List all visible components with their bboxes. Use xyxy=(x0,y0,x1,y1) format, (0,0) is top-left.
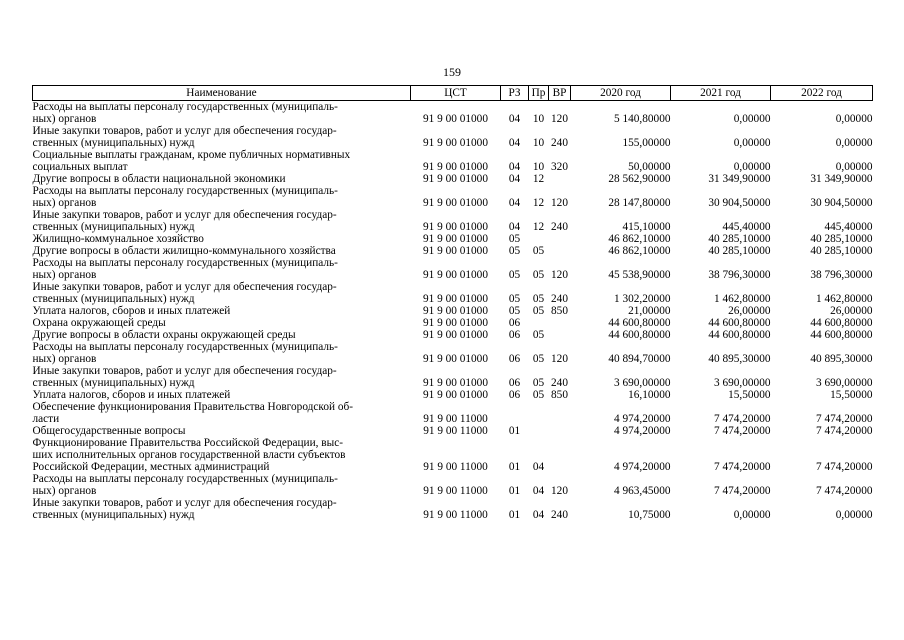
cell-name: Уплата налогов, сборов и иных платежей xyxy=(32,305,231,317)
cell-vr xyxy=(549,233,571,245)
table-row xyxy=(33,341,873,365)
header-2020: 2020 год xyxy=(571,86,671,101)
cell-pr: 05 xyxy=(532,269,545,281)
cell-2020: 21,00000 xyxy=(628,305,671,317)
cell-2021: 40 285,10000 xyxy=(708,233,771,245)
table-row xyxy=(33,401,873,425)
cell-name: Иные закупки товаров, работ и услуг для обеспечения государ- ственных (муниципальных) нужд xyxy=(32,365,337,389)
table-row xyxy=(33,473,873,497)
cell-2020: 46 862,10000 xyxy=(608,233,671,245)
cell-name: Другие вопросы в области жилищно-коммунального хозяйства xyxy=(32,245,336,257)
cell-2020: 40 894,70000 xyxy=(608,353,671,365)
cell-rz: 04 xyxy=(508,173,521,185)
cell-cst: 91 9 00 01000 xyxy=(423,329,488,341)
cell-rz: 06 xyxy=(508,353,521,365)
cell-2022: 15,50000 xyxy=(830,389,873,401)
table-row xyxy=(33,101,873,126)
cell-cst: 91 9 00 01000 xyxy=(423,113,488,125)
cell-name: Иные закупки товаров, работ и услуг для обеспечения государ- ственных (муниципальных) нужд xyxy=(32,281,337,305)
table-row xyxy=(33,437,873,473)
cell-vr: 850 xyxy=(551,305,568,317)
cell-2021: 0,00000 xyxy=(733,137,771,149)
cell-name: Расходы на выплаты персоналу государственных (муниципаль- ных) органов xyxy=(32,473,338,497)
cell-cst: 91 9 00 01000 xyxy=(423,269,488,281)
cell-pr: 05 xyxy=(532,293,545,305)
cell-vr: 240 xyxy=(551,293,568,305)
cell-pr: 05 xyxy=(532,305,545,317)
table-row xyxy=(33,173,873,185)
cell-2021: 30 904,50000 xyxy=(708,197,771,209)
cell-2022: 0,00000 xyxy=(835,113,873,125)
cell-2022: 30 904,50000 xyxy=(810,197,873,209)
header-2021: 2021 год xyxy=(671,86,771,101)
cell-vr xyxy=(549,317,571,329)
cell-pr: 05 xyxy=(532,329,545,341)
cell-2022: 7 474,20000 xyxy=(816,413,873,425)
cell-2020: 45 538,90000 xyxy=(608,269,671,281)
cell-name: Жилищно-коммунальное хозяйство xyxy=(32,233,204,245)
cell-rz: 06 xyxy=(508,317,521,329)
cell-rz: 05 xyxy=(508,293,521,305)
cell-2021: 0,00000 xyxy=(733,509,771,521)
cell-2022: 40 895,30000 xyxy=(810,353,873,365)
cell-cst: 91 9 00 11000 xyxy=(423,461,488,473)
cell-pr: 12 xyxy=(532,197,545,209)
cell-rz: 01 xyxy=(508,461,521,473)
cell-name: Расходы на выплаты персоналу государственных (муниципаль- ных) органов xyxy=(32,257,338,281)
cell-rz: 04 xyxy=(508,221,521,233)
table-row xyxy=(33,149,873,173)
cell-2022: 31 349,90000 xyxy=(810,173,873,185)
table-row xyxy=(33,389,873,401)
cell-2021: 44 600,80000 xyxy=(708,317,771,329)
cell-cst: 91 9 00 01000 xyxy=(423,353,488,365)
cell-2021: 15,50000 xyxy=(728,389,771,401)
cell-name: Другие вопросы в области охраны окружающей среды xyxy=(32,329,296,341)
cell-pr: 10 xyxy=(532,137,545,149)
cell-2022: 0,00000 xyxy=(835,161,873,173)
cell-name: Расходы на выплаты персоналу государственных (муниципаль- ных) органов xyxy=(32,101,338,125)
cell-pr: 04 xyxy=(532,461,545,473)
cell-cst: 91 9 00 11000 xyxy=(423,509,488,521)
cell-cst: 91 9 00 01000 xyxy=(423,305,488,317)
cell-name: Иные закупки товаров, работ и услуг для обеспечения государ- ственных (муниципальных) нужд xyxy=(32,125,337,149)
cell-2022: 0,00000 xyxy=(835,137,873,149)
cell-pr: 05 xyxy=(532,389,545,401)
cell-rz: 06 xyxy=(508,377,521,389)
cell-2022: 44 600,80000 xyxy=(810,329,873,341)
table-row xyxy=(33,305,873,317)
cell-pr: 05 xyxy=(532,245,545,257)
table-row xyxy=(33,365,873,389)
cell-2021: 31 349,90000 xyxy=(708,173,771,185)
cell-2020: 3 690,00000 xyxy=(614,377,671,389)
cell-2021: 40 285,10000 xyxy=(708,245,771,257)
cell-2022: 44 600,80000 xyxy=(810,317,873,329)
header-cst: ЦСТ xyxy=(411,86,501,101)
cell-rz: 04 xyxy=(508,113,521,125)
cell-2020: 16,10000 xyxy=(628,389,671,401)
cell-rz: 04 xyxy=(508,161,521,173)
cell-2022: 40 285,10000 xyxy=(810,233,873,245)
cell-2021: 7 474,20000 xyxy=(714,425,771,437)
table-row xyxy=(33,497,873,521)
cell-rz: 05 xyxy=(508,245,521,257)
cell-name: Охрана окружающей среды xyxy=(32,317,166,329)
cell-2021: 26,00000 xyxy=(728,305,771,317)
cell-2020: 4 974,20000 xyxy=(614,413,671,425)
cell-cst: 91 9 00 01000 xyxy=(423,173,488,185)
cell-vr xyxy=(549,245,571,257)
cell-rz: 06 xyxy=(508,329,521,341)
page-number: 159 xyxy=(443,65,461,79)
table-header-row xyxy=(33,86,873,101)
header-vr: ВР xyxy=(549,86,571,101)
cell-2020: 44 600,80000 xyxy=(608,317,671,329)
cell-vr: 240 xyxy=(551,137,568,149)
cell-pr xyxy=(529,425,549,437)
cell-pr: 04 xyxy=(532,485,545,497)
cell-rz xyxy=(501,401,529,425)
cell-2020: 10,75000 xyxy=(628,509,671,521)
cell-2021: 445,40000 xyxy=(722,221,771,233)
cell-cst: 91 9 00 01000 xyxy=(423,221,488,233)
cell-name: Функционирование Правительства Российской Федерации, выс- ших исполнительных органов государственной власти субъектов Российской Федерации, местных администраций xyxy=(32,437,346,473)
cell-2020: 28 147,80000 xyxy=(608,197,671,209)
cell-name: Обеспечение функционирования Правительства Новгородской об- ласти xyxy=(32,401,354,425)
table-body xyxy=(33,101,873,522)
cell-name: Другие вопросы в области национальной экономики xyxy=(32,173,286,185)
cell-vr: 120 xyxy=(551,353,568,365)
cell-pr: 12 xyxy=(532,173,545,185)
cell-2021: 3 690,00000 xyxy=(714,377,771,389)
cell-rz: 04 xyxy=(508,197,521,209)
cell-2020: 4 963,45000 xyxy=(614,485,671,497)
header-rz: РЗ xyxy=(501,86,529,101)
cell-name: Иные закупки товаров, работ и услуг для обеспечения государ- ственных (муниципальных) нужд xyxy=(32,497,337,521)
cell-vr: 240 xyxy=(551,221,568,233)
cell-2021: 7 474,20000 xyxy=(714,461,771,473)
cell-rz: 01 xyxy=(508,425,521,437)
cell-pr xyxy=(529,401,549,425)
cell-2021: 1 462,80000 xyxy=(714,293,771,305)
table-row xyxy=(33,257,873,281)
cell-name: Социальные выплаты гражданам, кроме публичных нормативных социальных выплат xyxy=(32,149,351,173)
cell-vr xyxy=(549,173,571,185)
cell-rz: 01 xyxy=(508,485,521,497)
cell-2022: 445,40000 xyxy=(824,221,873,233)
table-row xyxy=(33,209,873,233)
header-pr: Пр xyxy=(529,86,549,101)
cell-2022: 38 796,30000 xyxy=(810,269,873,281)
cell-rz: 01 xyxy=(508,509,521,521)
cell-2020: 44 600,80000 xyxy=(608,329,671,341)
table-row xyxy=(33,281,873,305)
cell-2020: 5 140,80000 xyxy=(614,113,671,125)
table-row xyxy=(33,185,873,209)
cell-2022: 40 285,10000 xyxy=(810,245,873,257)
cell-vr: 240 xyxy=(551,377,568,389)
cell-2022: 0,00000 xyxy=(835,509,873,521)
cell-vr: 320 xyxy=(551,161,568,173)
cell-2021: 38 796,30000 xyxy=(708,269,771,281)
cell-rz: 06 xyxy=(508,389,521,401)
cell-cst: 91 9 00 01000 xyxy=(423,137,488,149)
cell-2020: 415,10000 xyxy=(622,221,671,233)
table-row xyxy=(33,125,873,149)
cell-name: Уплата налогов, сборов и иных платежей xyxy=(32,389,231,401)
cell-2021: 7 474,20000 xyxy=(714,485,771,497)
cell-pr: 10 xyxy=(532,113,545,125)
cell-2020: 155,00000 xyxy=(622,137,671,149)
cell-pr xyxy=(529,233,549,245)
cell-2021: 0,00000 xyxy=(733,113,771,125)
cell-cst: 91 9 00 01000 xyxy=(423,245,488,257)
cell-cst: 91 9 00 01000 xyxy=(423,197,488,209)
cell-name: Общегосударственные вопросы xyxy=(32,425,186,437)
cell-vr xyxy=(549,437,571,473)
cell-2021: 40 895,30000 xyxy=(708,353,771,365)
cell-vr: 120 xyxy=(551,269,568,281)
cell-vr: 850 xyxy=(551,389,568,401)
cell-cst: 91 9 00 01000 xyxy=(423,161,488,173)
cell-vr: 120 xyxy=(551,485,568,497)
cell-2022: 26,00000 xyxy=(830,305,873,317)
cell-pr: 12 xyxy=(532,221,545,233)
cell-pr: 04 xyxy=(532,509,545,521)
header-2022: 2022 год xyxy=(771,86,873,101)
cell-2020: 4 974,20000 xyxy=(614,461,671,473)
cell-2021: 7 474,20000 xyxy=(714,413,771,425)
cell-vr xyxy=(549,401,571,425)
cell-2020: 46 862,10000 xyxy=(608,245,671,257)
cell-pr: 05 xyxy=(532,353,545,365)
cell-rz: 05 xyxy=(508,269,521,281)
budget-table xyxy=(32,85,873,521)
cell-cst: 91 9 00 01000 xyxy=(423,293,488,305)
cell-rz: 05 xyxy=(508,233,521,245)
table-row xyxy=(33,233,873,245)
header-name: Наименование xyxy=(33,86,411,101)
cell-pr xyxy=(529,317,549,329)
cell-2020: 4 974,20000 xyxy=(614,425,671,437)
cell-2021: 0,00000 xyxy=(733,161,771,173)
cell-cst: 91 9 00 01000 xyxy=(423,377,488,389)
cell-vr: 120 xyxy=(551,113,568,125)
cell-2021: 44 600,80000 xyxy=(708,329,771,341)
table-row xyxy=(33,425,873,437)
cell-vr: 120 xyxy=(551,197,568,209)
cell-name: Расходы на выплаты персоналу государственных (муниципаль- ных) органов xyxy=(32,341,338,365)
table-row xyxy=(33,317,873,329)
cell-pr: 05 xyxy=(532,377,545,389)
cell-vr xyxy=(549,425,571,437)
cell-2022: 3 690,00000 xyxy=(816,377,873,389)
cell-cst: 91 9 00 11000 xyxy=(423,425,488,437)
cell-2022: 1 462,80000 xyxy=(816,293,873,305)
cell-vr: 240 xyxy=(551,509,568,521)
cell-cst: 91 9 00 01000 xyxy=(423,389,488,401)
cell-cst: 91 9 00 11000 xyxy=(423,485,488,497)
cell-2022: 7 474,20000 xyxy=(816,461,873,473)
cell-2022: 7 474,20000 xyxy=(816,425,873,437)
cell-cst: 91 9 00 01000 xyxy=(423,317,488,329)
cell-rz: 05 xyxy=(508,305,521,317)
cell-cst: 91 9 00 11000 xyxy=(423,413,488,425)
cell-name: Иные закупки товаров, работ и услуг для обеспечения государ- ственных (муниципальных) нужд xyxy=(32,209,337,233)
cell-vr xyxy=(549,329,571,341)
cell-2020: 28 562,90000 xyxy=(608,173,671,185)
cell-name: Расходы на выплаты персоналу государственных (муниципаль- ных) органов xyxy=(32,185,338,209)
cell-cst: 91 9 00 01000 xyxy=(423,233,488,245)
cell-rz: 04 xyxy=(508,137,521,149)
cell-2020: 50,00000 xyxy=(628,161,671,173)
table-row xyxy=(33,329,873,341)
table-row xyxy=(33,245,873,257)
cell-pr: 10 xyxy=(532,161,545,173)
cell-2022: 7 474,20000 xyxy=(816,485,873,497)
cell-2020: 1 302,20000 xyxy=(614,293,671,305)
